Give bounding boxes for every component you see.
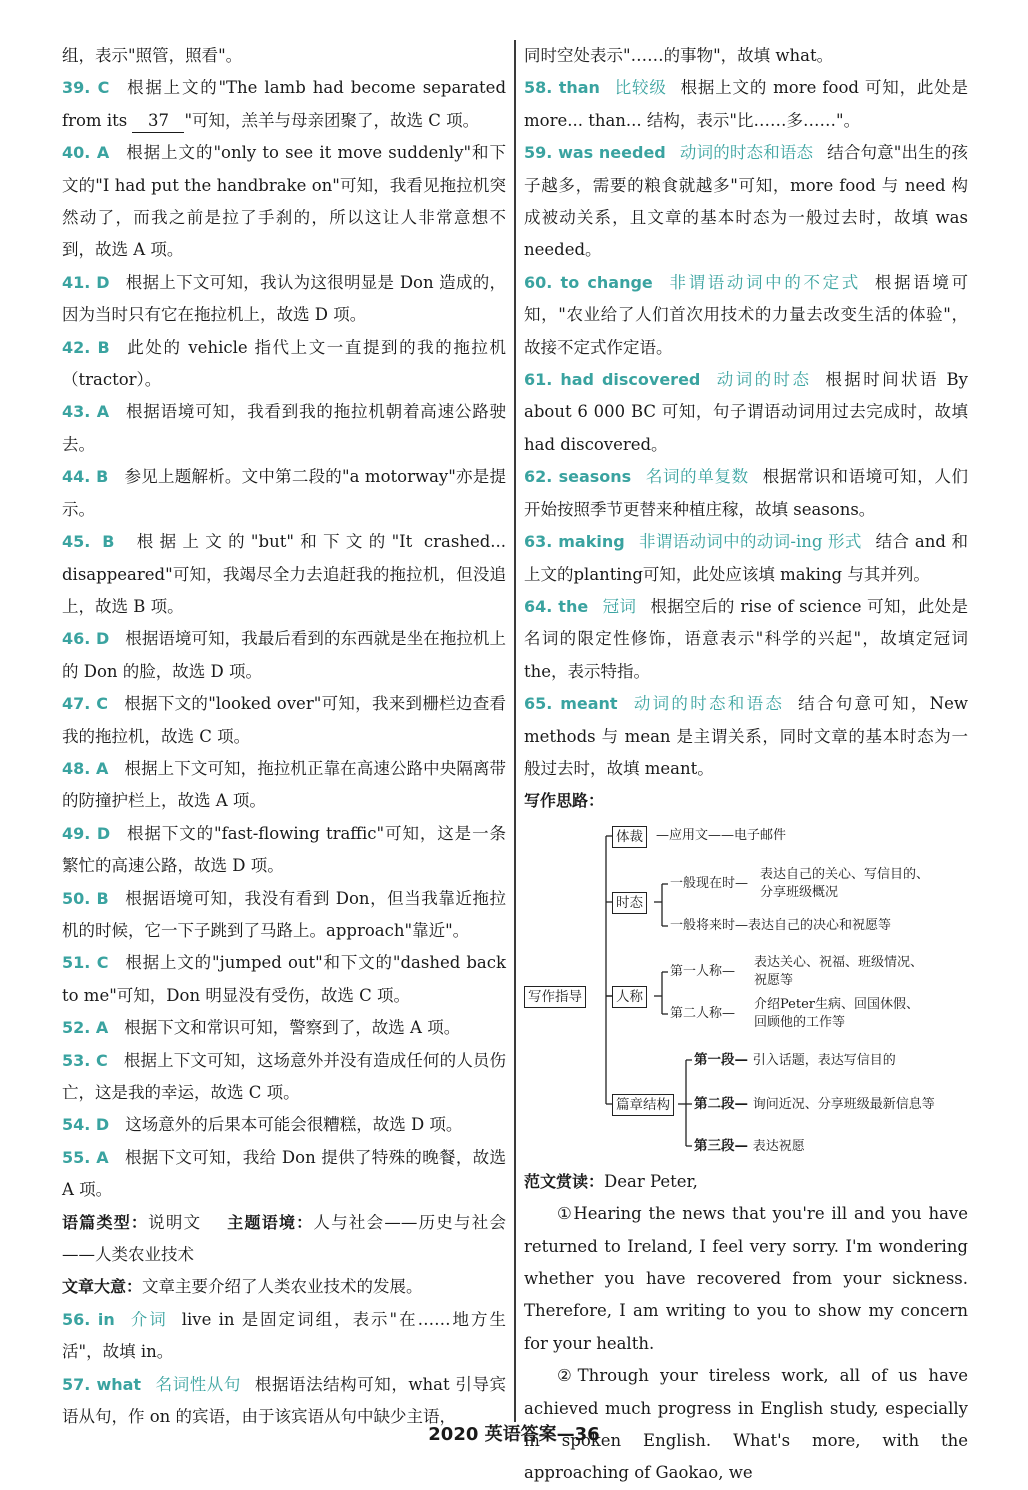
answer-text: 根据常识和语境可知，人们开始按照季节更替来种植庄稼，故填 seasons。 <box>524 467 969 519</box>
mindmap-tense-box: 时态 <box>612 892 647 914</box>
answer-item <box>62 526 506 623</box>
answer-category: 动词的时态和语态 <box>631 694 785 714</box>
genre-theme-line <box>62 1207 506 1272</box>
answer-text: 这场意外的后果本可能会很糟糕，故选 D 项。 <box>125 1115 463 1135</box>
mindmap-first-label: 第一人称— <box>670 963 736 979</box>
answer-number: 51. C <box>62 953 109 973</box>
answer-item <box>62 818 506 883</box>
answer-item <box>524 72 968 137</box>
answer-text: 根据上文的"only to see it move suddenly"和下文的"I had put the handbrake on"可知，我看见拖拉机突然动了，而我之前是拉了手刹的，所以这让人非常意想不到，故选 A 项。 <box>62 143 507 260</box>
genre-label: 语篇类型： <box>62 1212 149 1232</box>
answer-number: 45. B <box>62 532 115 552</box>
answer-item <box>62 883 506 948</box>
answer-text: 根据语境可知，我没有看到 Don，但当我靠近拖拉机的时候，它一下子跳到了马路上。approach"靠近"。 <box>62 888 506 940</box>
answer-text: live in 是固定词组，表示"在……地方生活"，故填 in。 <box>62 1309 507 1362</box>
answer-text: 此处的 vehicle 指代上文一直提到的我的拖拉机（tractor）。 <box>62 337 507 390</box>
answer-text: 参见上题解析。文中第二段的"a motorway"亦是提示。 <box>62 467 507 519</box>
mindmap-first-text-2: 祝愿等 <box>754 972 794 988</box>
answer-number: 61. had discovered <box>524 370 701 390</box>
mindmap-present-text-1: 表达自己的关心、写信目的、 <box>760 866 930 882</box>
left-column <box>62 40 506 1433</box>
mindmap-second-label: 第二人称— <box>670 1005 736 1021</box>
mindmap-para3: 第三段— 表达祝愿 <box>694 1137 805 1154</box>
mindmap-genre-box: 体裁 <box>612 826 647 848</box>
mindmap-para2: 第二段— 询问近况、分享班级最新信息等 <box>694 1095 935 1112</box>
mindmap-present-text-2: 分享班级概况 <box>760 884 839 900</box>
sample-heading <box>524 1166 968 1198</box>
answer-number: 49. D <box>62 823 111 843</box>
salutation: Dear Peter, <box>604 1171 698 1191</box>
answer-text: 根据上下文可知，这场意外并没有造成任何的人员伤亡，这是我的幸运，故选 C 项。 <box>62 1050 507 1102</box>
mindmap-para1: 第一段— 引入话题，表达写信目的 <box>694 1051 896 1068</box>
answer-text: 根据上文的"The lamb had become separated from its <box>62 78 507 130</box>
answer-number: 40. A <box>62 143 110 163</box>
answer-number: 44. B <box>62 467 109 487</box>
answer-category: 介词 <box>128 1309 168 1329</box>
answer-item <box>62 623 506 688</box>
answer-text: 根据上下文可知，我认为这很明显是 Don 造成的，因为当时只有它在拖拉机上，故选 D 项。 <box>62 272 506 325</box>
mindmap-structure-box: 篇章结构 <box>612 1094 674 1116</box>
answer-item <box>62 753 506 818</box>
blank-37: 37 <box>132 110 184 133</box>
answer-item <box>62 1045 506 1110</box>
writing-heading <box>524 785 968 817</box>
writing-label: 写作思路： <box>524 791 605 811</box>
answer-item <box>62 396 506 461</box>
answer-item <box>62 461 506 526</box>
answer-number: 39. C <box>62 78 110 98</box>
answer-text: 根据下文的"looked over"可知，我来到栅栏边查看我的拖拉机，故选 C 项。 <box>62 694 506 746</box>
answer-number: 57. what <box>62 1374 142 1394</box>
answer-text: 根据下文和常识可知，警察到了，故选 A 项。 <box>124 1018 461 1038</box>
main-idea-value: 文章主要介绍了人类农业技术的发展。 <box>142 1277 423 1297</box>
answer-category: 名词的单复数 <box>645 467 749 487</box>
answer-item <box>62 1142 506 1207</box>
answer-number: 60. to change <box>524 272 653 292</box>
answer-text: 结合句意可知，New methods 与 mean 是主谓关系，同时文章的基本时态为一般过去时，故填 meant。 <box>524 694 968 778</box>
mindmap-future-label: 一般将来时—表达自己的决心和祝愿等 <box>670 917 892 933</box>
answer-item <box>62 137 506 267</box>
answer-text: 根据语境可知，我看到我的拖拉机朝着高速公路驶去。 <box>62 402 507 454</box>
mindmap-first-text-1: 表达关心、祝福、班级情况、 <box>754 954 924 970</box>
answer-item <box>62 947 506 1012</box>
answer-text: 结合 and 和上文的planting可知，此处应该填 making 与其并列。 <box>524 532 968 584</box>
answer-text: 根据上下文可知，拖拉机正靠在高速公路中央隔离带的防撞护栏上，故选 A 项。 <box>62 758 507 811</box>
answer-item <box>62 1012 506 1044</box>
answer-number: 63. making <box>524 532 625 552</box>
sample-paragraph-1: ①Hearing the news that you're ill and you have returned to Ireland, I feel very sorry. I'm wondering whether you have recovered from your sickness. Therefore, I am writing to you to show my concern for your health. <box>524 1204 968 1353</box>
answer-number: 50. B <box>62 888 109 908</box>
answer-list <box>62 137 506 1206</box>
sample-paragraph-2: ②Through your tireless work, all of us have achieved much progress in English study, especially in spoken English. What's more, with the approaching of Gaokao, we <box>524 1366 968 1483</box>
answer-number: 59. was needed <box>524 143 666 163</box>
mindmap-second-text-2: 回顾他的工作等 <box>754 1014 846 1030</box>
answer-number: 56. in <box>62 1309 115 1329</box>
answer-category: 动词的时态 <box>714 370 812 390</box>
answer-category: 名词性从句 <box>155 1374 241 1394</box>
answer-category: 动词的时态和语态 <box>679 143 814 163</box>
answer-number: 53. C <box>62 1050 108 1070</box>
answer-text: 结合句意"出生的孩子越多，需要的粮食就越多"可知，more food 与 need 构成被动关系，且文章的基本时态为一般过去时，故填 was needed。 <box>524 143 968 260</box>
answer-text: 根据上文的"but"和下文的"It crashed... disappeared"可知，我竭尽全力去追赶我的拖拉机，但没追上，故选 B 项。 <box>62 532 507 616</box>
answer-item <box>524 137 968 267</box>
answer-item <box>62 267 506 332</box>
answer-number: 58. than <box>524 78 600 98</box>
answer-number: 48. A <box>62 758 109 778</box>
mindmap-present-label: 一般现在时— <box>670 875 749 891</box>
answer-text: 根据空后的 rise of science 可知，此处是名词的限定性修饰，语意表示"科学的兴起"，故填定冠词 the，表示特指。 <box>524 596 968 681</box>
answer-list <box>524 72 968 785</box>
mindmap-genre-text: —应用文——电子邮件 <box>656 827 787 843</box>
mindmap-person-box: 人称 <box>612 986 647 1008</box>
answer-item <box>524 688 968 785</box>
answer-item <box>524 267 968 364</box>
answer-item <box>62 688 506 753</box>
answer-text: 根据下文的"fast-flowing traffic"可知，这是一条繁忙的高速公路，故选 D 项。 <box>62 823 506 876</box>
answer-number: 64. the <box>524 596 589 616</box>
answer-number: 41. D <box>62 272 110 292</box>
answer-category: 冠词 <box>602 596 637 616</box>
answer-item <box>524 364 968 461</box>
left-intro: 组，表示"照管，照看"。 <box>62 46 243 65</box>
column-divider <box>514 40 516 1422</box>
answer-text: 根据下文可知，我给 Don 提供了特殊的晚餐，故选 A 项。 <box>62 1147 507 1200</box>
answer-number: 42. B <box>62 337 110 357</box>
genre-value: 说明文 <box>148 1212 202 1232</box>
answer-number: 43. A <box>62 402 110 422</box>
answer-number: 52. A <box>62 1018 109 1038</box>
answer-category: 比较级 <box>613 78 667 98</box>
main-idea-line <box>62 1271 506 1303</box>
answer-item <box>62 332 506 397</box>
answer-item <box>524 591 968 688</box>
answer-item <box>524 526 968 591</box>
writing-mindmap <box>524 824 968 1160</box>
answer-number: 55. A <box>62 1147 109 1167</box>
answer-category: 非谓语动词中的不定式 <box>666 272 861 292</box>
theme-value: 人与社会——历史与社会——人类农业技术 <box>62 1212 506 1265</box>
answer-text: 根据语境可知，"农业给了人们首次用技术的力量去改变生活的体验"，故接不定式作定语。 <box>524 272 969 357</box>
sample-label: 范文赏读： <box>524 1171 605 1191</box>
page-footer: 2020 英语答案—36 <box>428 1424 600 1445</box>
answer-number: 65. meant <box>524 694 618 714</box>
answer-text: 根据时间状语 By about 6 000 BC 可知，句子谓语动词用过去完成时，故填 had discovered。 <box>524 370 968 454</box>
answer-text: "可知，羔羊与母亲团聚了，故选 C 项。 <box>184 110 480 130</box>
answer-item <box>62 1109 506 1141</box>
answer-56 <box>62 1304 506 1369</box>
answer-text: 根据上文的 more food 可知，此处是 more... than... 结构，表示"比……多……"。 <box>524 78 968 130</box>
answer-number: 62. seasons <box>524 467 632 487</box>
answer-number: 46. D <box>62 629 110 649</box>
mindmap-second-text-1: 介绍Peter生病、回国休假、 <box>754 996 919 1012</box>
answer-39 <box>62 72 506 137</box>
answer-item <box>524 461 968 526</box>
right-column <box>524 40 968 1490</box>
mindmap-root: 写作指导 <box>524 986 586 1008</box>
theme-label: 主题语境： <box>227 1212 314 1232</box>
answer-text: 根据语法结构可知，what 引导宾语从句，作 on 的宾语，由于该宾语从句中缺少主语， <box>62 1374 507 1427</box>
answer-text: 根据语境可知，我最后看到的东西就是坐在拖拉机上的 Don 的脸，故选 D 项。 <box>62 629 506 681</box>
answer-category: 非谓语动词中的动词-ing 形式 <box>638 532 862 552</box>
main-idea-label: 文章大意： <box>62 1277 143 1297</box>
answer-number: 47. C <box>62 694 108 714</box>
right-intro: 同时空处表示"……的事物"，故填 what。 <box>524 46 834 65</box>
answer-text: 根据上文的"jumped out"和下文的"dashed back to me"可知，Don 明显没有受伤，故选 C 项。 <box>62 953 507 1005</box>
answer-number: 54. D <box>62 1115 110 1135</box>
